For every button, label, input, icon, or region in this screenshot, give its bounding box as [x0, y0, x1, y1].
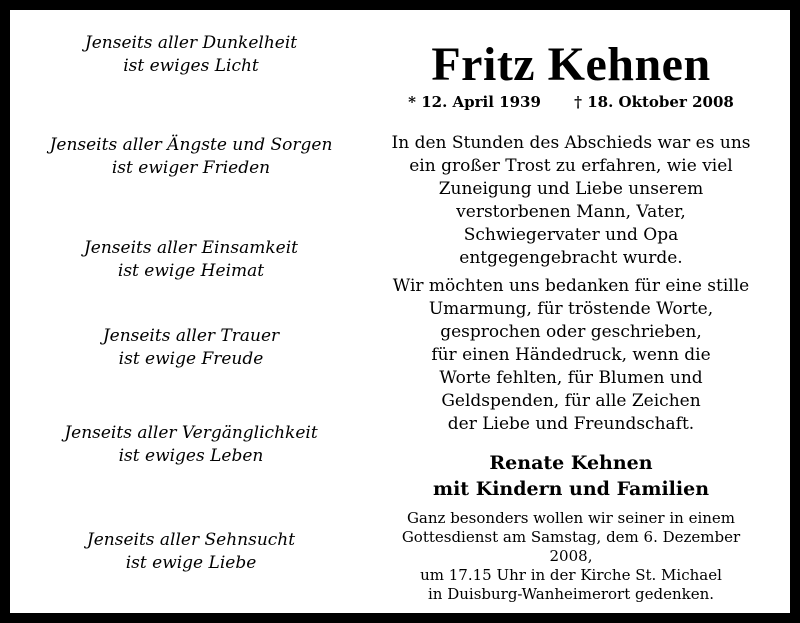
paragraph-line: Worte fehlten, für Blumen und — [439, 368, 703, 388]
verse-line: ist ewige Liebe — [125, 553, 257, 573]
life-dates — [382, 92, 760, 112]
service-line: Ganz besonders wollen wir seiner in einem — [406, 509, 736, 527]
thanks-paragraph-2 — [382, 275, 760, 436]
paragraph-line: der Liebe und Freundschaft. — [447, 414, 695, 434]
paragraph-line: Wir möchten uns bedanken für eine stille — [392, 276, 750, 296]
thanks-paragraph-1 — [382, 132, 760, 270]
verse-line: Jenseits aller Trauer — [102, 326, 280, 346]
paragraph-line: gesprochen oder geschrieben, — [440, 322, 702, 342]
verse-line: ist ewige Heimat — [117, 261, 265, 281]
verse-line: Jenseits aller Sehnsucht — [86, 530, 296, 550]
paragraph-line: entgegengebracht wurde. — [459, 248, 683, 268]
paragraph-line: In den Stunden des Abschieds war es uns — [391, 133, 751, 153]
birth-date: * 12. April 1939 — [408, 93, 541, 111]
service-line: um 17.15 Uhr in der Kirche St. Michael — [420, 566, 722, 584]
verse-3 — [26, 237, 356, 283]
verse-line: Jenseits aller Dunkelheit — [84, 33, 298, 53]
memorial-service-note — [382, 509, 760, 604]
verse-line: Jenseits aller Vergänglichkeit — [64, 423, 318, 443]
verse-6 — [26, 529, 356, 575]
paragraph-line: ein großer Trost zu erfahren, wie viel — [409, 156, 733, 176]
signature-family: mit Kindern und Familien — [432, 478, 710, 500]
verse-line: ist ewiges Leben — [118, 446, 264, 466]
signature-name: Renate Kehnen — [489, 452, 653, 474]
verse-line: ist ewiger Frieden — [111, 158, 271, 178]
paragraph-line: Geldspenden, für alle Zeichen — [441, 391, 701, 411]
paragraph-line: verstorbenen Mann, Vater, — [456, 202, 686, 222]
signature-block — [382, 450, 760, 502]
verse-line: ist ewiges Licht — [123, 56, 259, 76]
verse-line: Jenseits aller Ängste und Sorgen — [49, 135, 333, 155]
verse-4 — [26, 325, 356, 371]
deceased-name: Fritz Kehnen — [431, 38, 711, 91]
paragraph-line: Zuneigung und Liebe unserem — [438, 179, 704, 199]
paragraph-line: Umarmung, für tröstende Worte, — [428, 299, 714, 319]
verse-line: ist ewige Freude — [118, 349, 264, 369]
service-line: Gottesdienst am Samstag, dem 6. Dezember 2008, — [401, 528, 741, 565]
paragraph-line: Schwiegervater und Opa — [463, 225, 679, 245]
verse-2 — [26, 134, 356, 180]
paragraph-line: für einen Händedruck, wenn die — [431, 345, 711, 365]
verse-line: Jenseits aller Einsamkeit — [83, 238, 298, 258]
verse-1 — [26, 32, 356, 78]
death-date: † 18. Oktober 2008 — [574, 93, 734, 111]
verse-5 — [26, 422, 356, 468]
service-line: in Duisburg-Wanheimerort gedenken. — [427, 585, 715, 603]
